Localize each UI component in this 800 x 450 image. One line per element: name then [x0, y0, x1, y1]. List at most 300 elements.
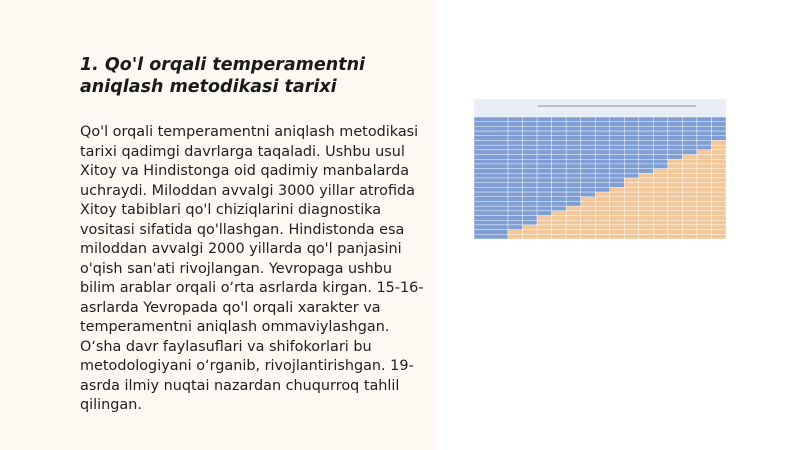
table-cell — [624, 201, 639, 206]
table-cell — [581, 169, 596, 174]
table-cell — [624, 197, 639, 202]
table-cell — [624, 173, 639, 178]
table-cell — [537, 126, 552, 131]
table-cell — [697, 197, 712, 202]
table-row-label — [474, 206, 508, 211]
table-cell — [668, 140, 683, 145]
table-cell — [711, 131, 726, 136]
table-cell — [581, 187, 596, 192]
table-cell — [552, 187, 567, 192]
table-cell — [610, 206, 625, 211]
table-cell — [552, 201, 567, 206]
table-cell — [552, 159, 567, 164]
table-cell — [595, 117, 610, 122]
table-cell — [523, 178, 538, 183]
table-cell — [508, 131, 523, 136]
table-cell — [566, 197, 581, 202]
table-cell — [552, 140, 567, 145]
table-cell — [537, 183, 552, 188]
table-cell — [668, 178, 683, 183]
table-cell — [653, 192, 668, 197]
table-row-label — [474, 216, 508, 221]
table-cell — [624, 126, 639, 131]
table-cell — [581, 122, 596, 127]
table-cell — [581, 178, 596, 183]
table-cell — [682, 178, 697, 183]
table-cell — [682, 206, 697, 211]
table-cell — [653, 131, 668, 136]
table-cell — [610, 117, 625, 122]
table-cell — [639, 197, 654, 202]
table-cell — [639, 220, 654, 225]
table-cell — [523, 117, 538, 122]
table-cell — [639, 169, 654, 174]
table-cell — [639, 183, 654, 188]
table-cell — [581, 126, 596, 131]
table-cell — [668, 164, 683, 169]
table-cell — [508, 234, 523, 239]
table-cell — [508, 183, 523, 188]
table-cell — [523, 230, 538, 235]
table-cell — [552, 216, 567, 221]
table-cell — [508, 201, 523, 206]
table-cell — [508, 136, 523, 141]
table-cell — [508, 164, 523, 169]
table-cell — [508, 192, 523, 197]
table-cell — [581, 197, 596, 202]
table-cell — [610, 187, 625, 192]
table-cell — [581, 225, 596, 230]
table-cell — [566, 220, 581, 225]
table-cell — [682, 234, 697, 239]
table-cell — [653, 145, 668, 150]
table-row-label — [474, 169, 508, 174]
table-cell — [537, 136, 552, 141]
table-cell — [566, 216, 581, 221]
table-cell — [595, 145, 610, 150]
table-cell — [508, 220, 523, 225]
table-row-label — [474, 225, 508, 230]
table-cell — [552, 150, 567, 155]
table-cell — [682, 201, 697, 206]
table-cell — [508, 117, 523, 122]
table-image-svg — [474, 99, 726, 239]
table-cell — [552, 197, 567, 202]
table-cell — [566, 183, 581, 188]
table-cell — [682, 136, 697, 141]
table-cell — [610, 197, 625, 202]
table-image — [474, 99, 726, 239]
table-cell — [537, 201, 552, 206]
table-cell — [566, 164, 581, 169]
table-cell — [682, 131, 697, 136]
table-cell — [610, 140, 625, 145]
table-cell — [595, 216, 610, 221]
table-cell — [523, 169, 538, 174]
table-cell — [610, 183, 625, 188]
table-cell — [653, 225, 668, 230]
table-cell — [668, 192, 683, 197]
table-cell — [711, 225, 726, 230]
table-row-label — [474, 140, 508, 145]
table-cell — [537, 140, 552, 145]
table-cell — [711, 140, 726, 145]
table-cell — [668, 220, 683, 225]
table-cell — [552, 126, 567, 131]
table-row-label — [474, 117, 508, 122]
table-cell — [552, 211, 567, 216]
table-cell — [711, 169, 726, 174]
table-cell — [639, 230, 654, 235]
table-row-label — [474, 155, 508, 160]
table-cell — [537, 234, 552, 239]
table-cell — [523, 155, 538, 160]
table-cell — [610, 192, 625, 197]
table-cell — [653, 234, 668, 239]
table-cell — [595, 164, 610, 169]
table-cell — [639, 225, 654, 230]
table-cell — [639, 206, 654, 211]
table-cell — [697, 230, 712, 235]
table-cell — [711, 173, 726, 178]
table-cell — [653, 150, 668, 155]
table-cell — [639, 216, 654, 221]
table-cell — [610, 164, 625, 169]
table-cell — [595, 197, 610, 202]
table-cell — [639, 126, 654, 131]
table-cell — [552, 145, 567, 150]
table-row-label — [474, 201, 508, 206]
table-cell — [581, 206, 596, 211]
table-cell — [697, 201, 712, 206]
table-cell — [581, 183, 596, 188]
table-cell — [566, 150, 581, 155]
table-cell — [552, 117, 567, 122]
table-cell — [610, 131, 625, 136]
table-cell — [711, 206, 726, 211]
table-cell — [595, 173, 610, 178]
table-cell — [566, 159, 581, 164]
table-cell — [537, 192, 552, 197]
table-cell — [653, 164, 668, 169]
table-cell — [697, 117, 712, 122]
table-cell — [595, 150, 610, 155]
table-cell — [523, 159, 538, 164]
table-cell — [566, 136, 581, 141]
table-cell — [566, 169, 581, 174]
table-cell — [639, 122, 654, 127]
table-cell — [581, 164, 596, 169]
table-row-label — [474, 145, 508, 150]
table-cell — [595, 206, 610, 211]
table-cell — [668, 173, 683, 178]
table-cell — [581, 150, 596, 155]
table-cell — [653, 178, 668, 183]
table-cell — [581, 234, 596, 239]
table-cell — [610, 178, 625, 183]
table-cell — [624, 220, 639, 225]
table-cell — [523, 140, 538, 145]
table-cell — [552, 183, 567, 188]
table-cell — [508, 150, 523, 155]
table-cell — [508, 187, 523, 192]
table-cell — [668, 183, 683, 188]
table-cell — [595, 136, 610, 141]
table-cell — [682, 150, 697, 155]
table-cell — [639, 150, 654, 155]
table-cell — [595, 234, 610, 239]
table-cell — [653, 155, 668, 160]
table-cell — [581, 192, 596, 197]
table-cell — [566, 211, 581, 216]
table-cell — [711, 155, 726, 160]
table-cell — [624, 211, 639, 216]
table-cell — [523, 197, 538, 202]
table-cell — [523, 150, 538, 155]
table-cell — [697, 211, 712, 216]
table-cell — [668, 169, 683, 174]
table-cell — [711, 183, 726, 188]
table-cell — [653, 197, 668, 202]
table-cell — [581, 117, 596, 122]
table-row-label — [474, 131, 508, 136]
table-cell — [523, 192, 538, 197]
table-cell — [595, 220, 610, 225]
table-cell — [624, 150, 639, 155]
table-cell — [610, 136, 625, 141]
table-cell — [711, 187, 726, 192]
table-cell — [682, 164, 697, 169]
table-cell — [595, 178, 610, 183]
table-cell — [711, 150, 726, 155]
table-cell — [537, 131, 552, 136]
table-cell — [595, 211, 610, 216]
table-cell — [682, 140, 697, 145]
table-cell — [711, 126, 726, 131]
table-cell — [610, 126, 625, 131]
table-cell — [566, 192, 581, 197]
table-cell — [566, 225, 581, 230]
table-cell — [581, 131, 596, 136]
table-cell — [610, 225, 625, 230]
table-cell — [653, 173, 668, 178]
table-cell — [595, 159, 610, 164]
table-row-label — [474, 230, 508, 235]
table-cell — [537, 220, 552, 225]
table-cell — [523, 173, 538, 178]
table-cell — [682, 145, 697, 150]
table-cell — [523, 201, 538, 206]
table-cell — [537, 173, 552, 178]
table-cell — [668, 211, 683, 216]
table-cell — [668, 131, 683, 136]
table-row-label — [474, 173, 508, 178]
table-cell — [682, 225, 697, 230]
table-cell — [566, 126, 581, 131]
table-cell — [682, 211, 697, 216]
table-cell — [581, 216, 596, 221]
table-cell — [508, 155, 523, 160]
table-cell — [537, 164, 552, 169]
table-cell — [523, 136, 538, 141]
table-cell — [639, 136, 654, 141]
table-cell — [697, 178, 712, 183]
table-cell — [595, 126, 610, 131]
table-cell — [668, 145, 683, 150]
table-cell — [697, 192, 712, 197]
table-cell — [639, 211, 654, 216]
table-cell — [552, 230, 567, 235]
table-cell — [668, 197, 683, 202]
table-cell — [595, 122, 610, 127]
table-row-label — [474, 178, 508, 183]
table-cell — [566, 187, 581, 192]
table-row-label — [474, 164, 508, 169]
table-cell — [624, 155, 639, 160]
table-cell — [523, 126, 538, 131]
table-cell — [508, 197, 523, 202]
table-cell — [624, 183, 639, 188]
table-cell — [653, 211, 668, 216]
table-cell — [711, 220, 726, 225]
table-cell — [624, 164, 639, 169]
table-cell — [624, 136, 639, 141]
table-cell — [552, 173, 567, 178]
table-cell — [508, 225, 523, 230]
table-cell — [668, 234, 683, 239]
table-cell — [682, 220, 697, 225]
table-cell — [624, 178, 639, 183]
table-cell — [508, 211, 523, 216]
table-cell — [624, 159, 639, 164]
table-cell — [581, 159, 596, 164]
table-cell — [711, 197, 726, 202]
table-cell — [653, 220, 668, 225]
table-cell — [624, 225, 639, 230]
table-cell — [523, 220, 538, 225]
table-cell — [697, 155, 712, 160]
table-cell — [668, 117, 683, 122]
table-cell — [697, 183, 712, 188]
table-cell — [624, 131, 639, 136]
table-cell — [610, 159, 625, 164]
table-cell — [639, 234, 654, 239]
table-cell — [595, 187, 610, 192]
slide-body-text: Qo'l orqali temperamentni aniqlash metodikasi tarixi qadimgi davrlarga taqaladi. Ushbu usul Xitoy va Hindistonga oid qadimiy manbalarda uchraydi. Miloddan avvalgi 3000 yillar atrofida Xitoy tabiblari qo'l chiziqlarini diagnostika vositasi sifatida qo'llashgan. Hindistonda esa miloddan avvalgi 2000 yillarda qo'l panjasini o'qish san'ati rivojlangan. Yevropaga ushbu bilim arablar orqali o‘rta asrlarda kirgan. 15-16-asrlarda Yevropada qo'l orqali xarakter va temperamentni aniqlash ommaviylashgan. O‘sha davr faylasuflari va shifokorlari bu metodologiyani o‘rganib, rivojlantirishgan. 19-asrda ilmiy nuqtai nazardan chuqurroq tahlil qilingan. — [80, 124, 424, 413]
table-row-label — [474, 192, 508, 197]
table-cell — [639, 187, 654, 192]
table-cell — [711, 192, 726, 197]
table-cell — [697, 126, 712, 131]
table-cell — [523, 187, 538, 192]
table-cell — [508, 230, 523, 235]
table-cell — [523, 131, 538, 136]
table-cell — [639, 117, 654, 122]
table-cell — [552, 131, 567, 136]
table-cell — [653, 206, 668, 211]
table-cell — [610, 234, 625, 239]
table-cell — [711, 136, 726, 141]
table-cell — [508, 169, 523, 174]
table-cell — [508, 140, 523, 145]
table-cell — [639, 131, 654, 136]
table-cell — [624, 117, 639, 122]
table-cell — [711, 122, 726, 127]
table-cell — [566, 122, 581, 127]
table-cell — [566, 145, 581, 150]
table-cell — [595, 131, 610, 136]
table-cell — [624, 169, 639, 174]
table-cell — [523, 164, 538, 169]
table-cell — [537, 155, 552, 160]
table-cell — [566, 140, 581, 145]
table-cell — [624, 206, 639, 211]
table-cell — [668, 136, 683, 141]
table-cell — [566, 131, 581, 136]
table-cell — [624, 145, 639, 150]
table-cell — [581, 220, 596, 225]
table-cell — [595, 140, 610, 145]
table-cell — [581, 136, 596, 141]
table-cell — [697, 206, 712, 211]
table-cell — [697, 225, 712, 230]
table-cell — [697, 136, 712, 141]
table-cell — [624, 192, 639, 197]
table-cell — [581, 145, 596, 150]
table-cell — [610, 230, 625, 235]
table-row-label — [474, 220, 508, 225]
table-cell — [595, 183, 610, 188]
table-cell — [508, 122, 523, 127]
table-cell — [653, 140, 668, 145]
table-cell — [523, 211, 538, 216]
table-cell — [624, 140, 639, 145]
table-cell — [537, 206, 552, 211]
table-cell — [523, 234, 538, 239]
table-cell — [537, 178, 552, 183]
table-cell — [653, 169, 668, 174]
table-cell — [639, 178, 654, 183]
table-row-label — [474, 187, 508, 192]
table-cell — [639, 164, 654, 169]
table-cell — [653, 117, 668, 122]
table-cell — [552, 220, 567, 225]
table-cell — [624, 230, 639, 235]
table-cell — [581, 140, 596, 145]
table-cell — [581, 173, 596, 178]
table-row-label — [474, 234, 508, 239]
table-cell — [552, 192, 567, 197]
table-row-label — [474, 197, 508, 202]
table-cell — [537, 159, 552, 164]
table-cell — [653, 187, 668, 192]
table-cell — [610, 122, 625, 127]
table-cell — [668, 187, 683, 192]
table-cell — [552, 155, 567, 160]
table-cell — [566, 206, 581, 211]
table-cell — [537, 187, 552, 192]
table-cell — [639, 145, 654, 150]
table-cell — [639, 140, 654, 145]
table-cell — [711, 234, 726, 239]
table-cell — [610, 150, 625, 155]
table-cell — [566, 117, 581, 122]
table-cell — [566, 178, 581, 183]
table-cell — [595, 155, 610, 160]
table-cell — [697, 164, 712, 169]
table-row-label — [474, 126, 508, 131]
table-cell — [508, 173, 523, 178]
